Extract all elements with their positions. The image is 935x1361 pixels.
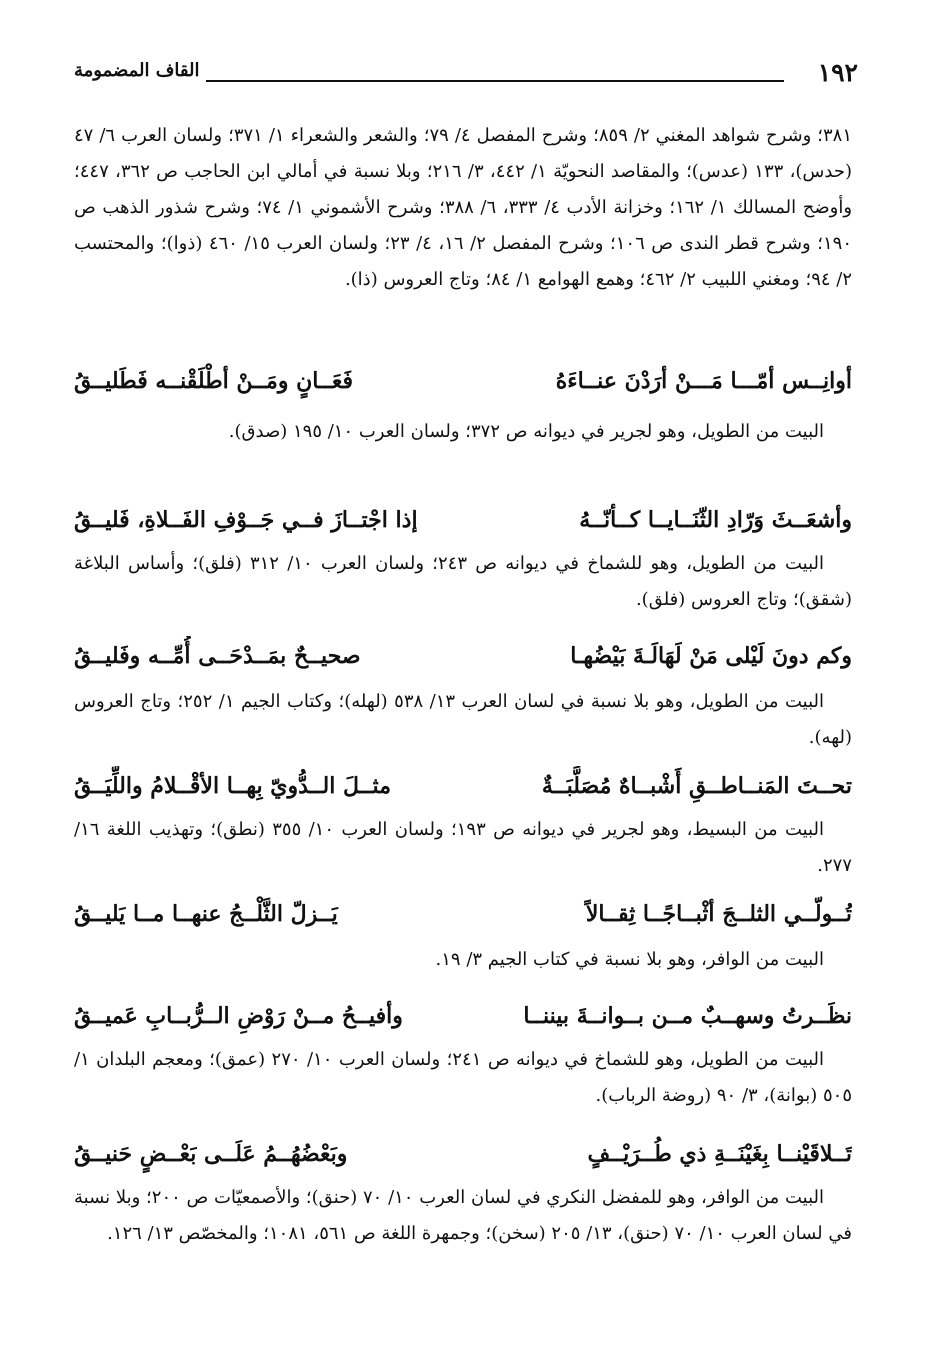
verse-5-note: البيت من الوافر، وهو بلا نسبة في كتاب الجيم ٣/ ١٩.	[435, 949, 824, 970]
verse-7-hemistich-2: وبَعْضُهُــمُ عَلَــى بَعْــضٍ حَنيــقُ	[74, 1141, 348, 1167]
page-number: ١٩٢	[817, 58, 858, 87]
verse-7	[74, 1134, 852, 1174]
verse-6	[74, 996, 852, 1036]
verse-6-hemistich-1: نظَــرتُ وسهــبٌ مــن بــوانــةَ بيننــا	[523, 1003, 852, 1029]
verse-2-note: البيت من الطويل، وهو للشماخ في ديوانه ص ٢٤٣؛ ولسان العرب ١٠/ ٣١٢ (فلق)؛ وأساس البلاغة (شقق)؛ وتاج العروس (فلق).	[74, 553, 852, 610]
running-title: القاف المضمومة	[74, 60, 200, 81]
verse-6-note: البيت من الطويل، وهو للشماخ في ديوانه ص ٢٤١؛ ولسان العرب ١٠/ ٢٧٠ (عمق)؛ ومعجم البلدان ١/ ٥٠٥ (بوانة)، ٣/ ٩٠ (روضة الرباب).	[74, 1049, 852, 1106]
verse-5	[74, 894, 852, 934]
page-header	[74, 58, 858, 90]
verse-7-note: البيت من الوافر، وهو للمفضل النكري في لسان العرب ١٠/ ٧٠ (حنق)؛ والأصمعيّات ص ٢٠٠؛ وبلا نسبة في لسان العرب ١٠/ ٧٠ (حنق)، ١٣/ ٢٠٥ (سخن)؛ وجمهرة اللغة ص ٥٦١، ١٠٨١؛ والمخصّص ١٣/ ١٢٦.	[74, 1187, 852, 1244]
verse-4-hemistich-2: مثــلَ الــدُّويّ بِهــا الأقْــلامُ واللِّيَــقُ	[74, 773, 391, 799]
header-rule	[206, 80, 784, 82]
verse-3-note: البيت من الطويل، وهو بلا نسبة في لسان العرب ١٣/ ٥٣٨ (لهله)؛ وكتاب الجيم ١/ ٢٥٢؛ وتاج العروس (لهه).	[74, 691, 852, 748]
verse-3	[74, 636, 852, 676]
verse-2-hemistich-2: إذا اجْتــازَ فــي جَــوْفِ الفَــلاةِ، فَليــقُ	[74, 507, 418, 533]
verse-4-hemistich-1: تحــتَ المَنــاطــقِ أَشْبــاهٌ مُصَلَّبَــةٌ	[541, 773, 852, 799]
verse-1-note: البيت من الطويل، وهو لجرير في ديوانه ص ٣٧٢؛ ولسان العرب ١٠/ ١٩٥ (صدق).	[228, 421, 824, 442]
verse-2-hemistich-1: وأشعَــثَ وَرّادِ الثّنَــايــا كــأنّــهُ	[579, 507, 852, 533]
verse-2	[74, 500, 852, 540]
verse-5-hemistich-2: يَــزلّ الثَّلْــجُ عنهــا مــا يَليــقُ	[74, 901, 338, 927]
verse-1	[74, 361, 852, 401]
verse-1-hemistich-2: فَعَــانٍ ومَــنْ أطْلَقْنــه فَطَليــقُ	[74, 368, 353, 394]
intro-footnote: ٣٨١؛ وشرح شواهد المغني ٢/ ٨٥٩؛ وشرح المفصل ٤/ ٧٩؛ والشعر والشعراء ١/ ٣٧١؛ ولسان العرب ٦/ ٤٧ (حدس)، ١٣٣ (عدس)؛ والمقاصد النحويّة ١/ ٤٤٢، ٣/ ٢١٦؛ وبلا نسبة في أمالي ابن الحاجب ص ٣٦٢، ٤٤٧؛ وأوضح المسالك ١/ ١٦٢؛ وخزانة الأدب ٤/ ٣٣٣، ٦/ ٣٨٨؛ وشرح الأشموني ١/ ٧٤؛ وشرح شذور الذهب ص ١٩٠؛ وشرح قطر الندى ص ١٠٦؛ وشرح المفصل ٢/ ١٦، ٤/ ٢٣؛ ولسان العرب ١٥/ ٤٦٠ (ذوا)؛ والمحتسب ٢/ ٩٤؛ ومغني اللبيب ٢/ ٤٦٢؛ وهمع الهوامع ١/ ٨٤؛ وتاج العروس (ذا).	[74, 125, 853, 290]
verse-7-hemistich-1: تَــلاقَيْنــا بِغَيْنَــةِ ذي طُــرَيْــفٍ	[587, 1141, 852, 1167]
verse-1-hemistich-1: أوانِــس أمّـــا مَـــنْ أرَدْنَ عنــاءَهُ	[555, 368, 852, 394]
verse-5-hemistich-1: تُــولّــي الثلــجَ أثْبــاجًــا ثِقــالاً	[585, 901, 852, 927]
verse-3-hemistich-1: وكم دونَ لَيْلى مَنْ لَهَالَـةَ بَيْضُهـا	[570, 643, 852, 669]
verse-4	[74, 766, 852, 806]
verse-6-hemistich-2: وأفيــحُ مــنْ رَوْضِ الــرُّبــابِ عَميــقُ	[74, 1003, 403, 1029]
verse-4-note: البيت من البسيط، وهو لجرير في ديوانه ص ١٩٣؛ ولسان العرب ١٠/ ٣٥٥ (نطق)؛ وتهذيب اللغة ١٦/ ٢٧٧.	[74, 819, 852, 876]
verse-3-hemistich-2: صحيــحٌ بمَــدْحَــى أُمِّــه وفَليــقُ	[74, 643, 361, 669]
